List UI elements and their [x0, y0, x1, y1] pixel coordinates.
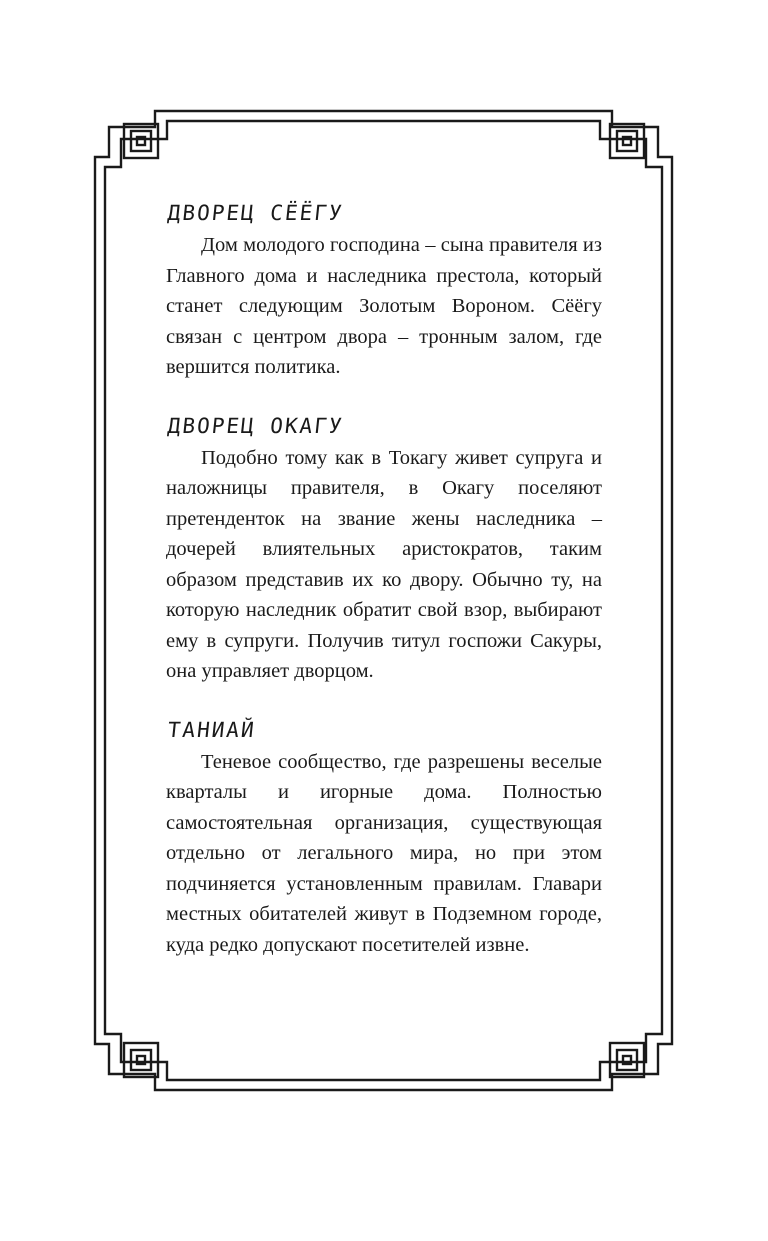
section-okagu [166, 409, 602, 687]
page-content [166, 196, 602, 986]
corner-ornament-top-right [610, 124, 644, 158]
corner-ornament-top-left [124, 124, 158, 158]
section-paragraph: Теневое сообщество, где разрешены веселые кварталы и игорные дома. Полностью самостоятельная организация, существующая отдельно от легального мира, но при этом подчиняется установленным правилам. Главари местных обитателей живут в Подземном городе, куда редко допускают посетителей извне. [166, 750, 602, 956]
section-paragraph: Дом молодого господина – сына правителя из Главного дома и наследника престола, который станет следующим Золотым Вороном. Сёёгу связан с центром двора – тронным залом, где вершится политика. [166, 234, 602, 378]
section-seegu [166, 196, 602, 383]
section-taniai [166, 713, 602, 961]
section-heading: ДВОРЕЦ ОКАГУ [166, 413, 345, 438]
corner-ornament-bottom-left [124, 1043, 158, 1077]
section-heading: ДВОРЕЦ СЁЁГУ [166, 201, 345, 225]
section-heading: ТАНИАЙ [166, 717, 257, 742]
section-paragraph: Подобно тому как в Токагу живет супруга и наложницы правителя, в Окагу поселяют претенденток на звание жены наследника – дочерей влиятельных аристократов, таким образом представив их ко двору. Обычно ту, на которую наследник обратит свой взор, выбирают ему в супруги. Получив титул госпожи Сакуры, она управляет дворцом. [166, 446, 602, 682]
corner-ornament-bottom-right [610, 1043, 644, 1077]
